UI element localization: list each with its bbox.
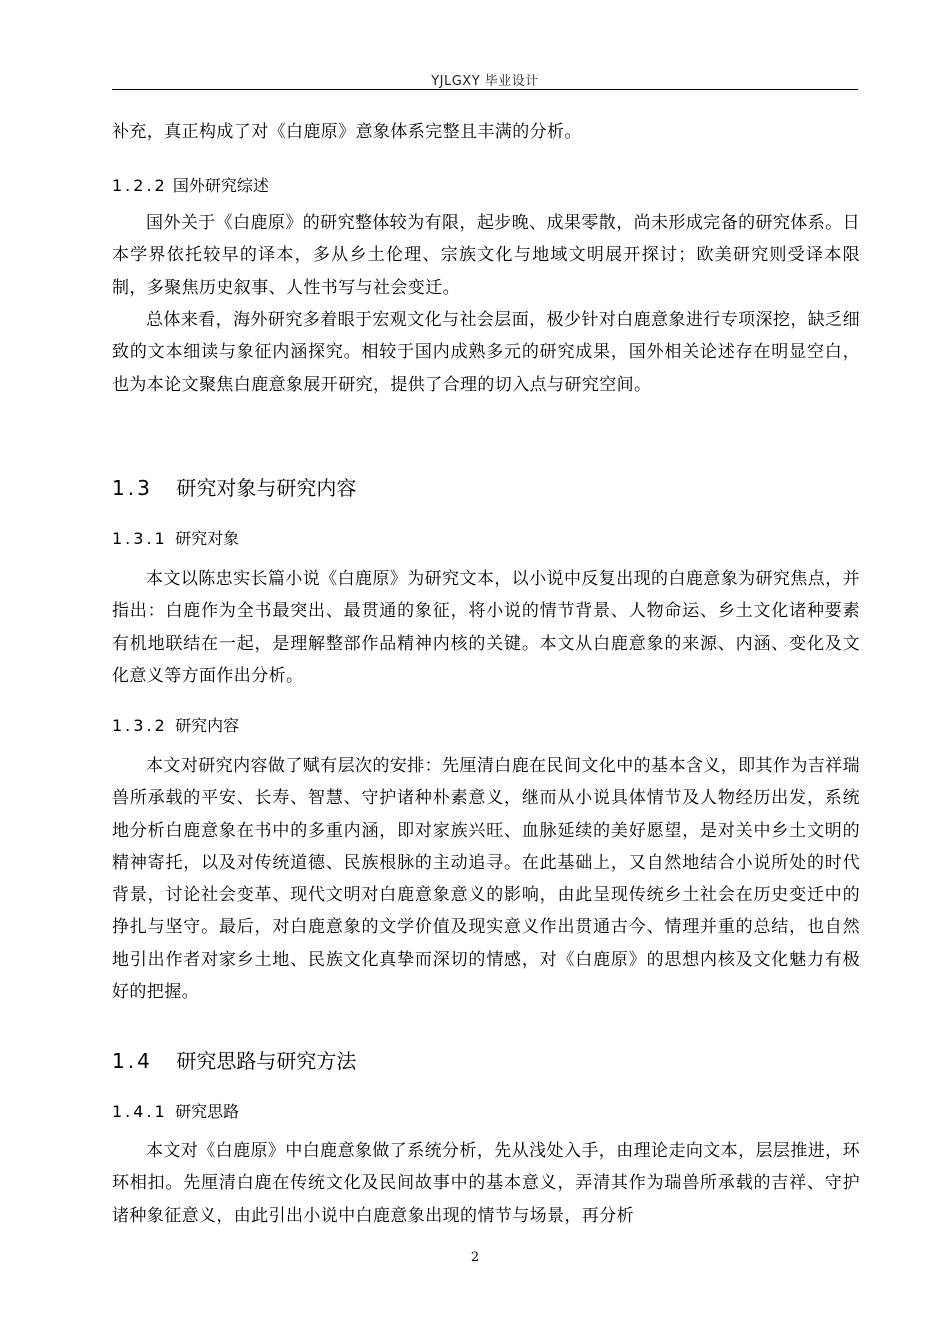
- heading-number: 1.4.1: [112, 1102, 168, 1121]
- heading-title: 研究对象: [175, 529, 240, 548]
- heading-title: 研究思路与研究方法: [176, 1049, 357, 1073]
- heading-1-4-1: [112, 1099, 239, 1122]
- paragraph-foreign-research-1: 国外关于《白鹿原》的研究整体较为有限，起步晚、成果零散，尚未形成完备的研究体系。日本学界依托较早的译本，多从乡土伦理、宗族文化与地域文明展开探讨；欧美研究则受译本限制，多聚焦历史叙事、人性书写与社会变迁。: [112, 213, 860, 298]
- heading-title: 研究内容: [175, 716, 240, 735]
- heading-number: 1.3.2: [112, 716, 168, 735]
- heading-1-2-2: [112, 173, 269, 196]
- page-header: YJLGXY 毕业设计: [431, 74, 539, 89]
- paragraph-research-object: 本文以陈忠实长篇小说《白鹿原》为研究文本，以小说中反复出现的白鹿意象为研究焦点，并指出：白鹿作为全书最突出、最贯通的象征，将小说的情节背景、人物命运、乡土文化诸种要素有机地联结在一起，是理解整部作品精神内核的关键。本文从白鹿意象的来源、内涵、变化及文化意义等方面作出分析。: [112, 569, 860, 686]
- heading-1-4: [112, 1045, 356, 1074]
- heading-title: 研究对象与研究内容: [176, 476, 357, 500]
- heading-number: 1.4: [112, 1049, 153, 1073]
- heading-number: 1.3: [112, 476, 153, 500]
- heading-1-3: [112, 472, 356, 501]
- page-number: 2: [470, 1250, 480, 1265]
- paragraph-research-approach: 本文对《白鹿原》中白鹿意象做了系统分析，先从浅处入手，由理论走向文本，层层推进，环环相扣。先厘清白鹿在传统文化及民间故事中的基本意义，弄清其作为瑞兽所承载的吉祥、守护诸种象征意义，由此引出小说中白鹿意象出现的情节与场景，再分析: [112, 1141, 860, 1226]
- heading-title: 国外研究综述: [172, 176, 269, 195]
- heading-1-3-1: [112, 526, 239, 549]
- paragraph-research-content: 本文对研究内容做了赋有层次的安排：先厘清白鹿在民间文化中的基本含义，即其作为吉祥瑞兽所承载的平安、长寿、智慧、守护诸种朴素意义，继而从小说具体情节及人物经历出发，系统地分析白鹿意象在书中的多重内涵，即对家族兴旺、血脉延续的美好愿望，是对关中乡土文明的精神寄托，以及对传统道德、民族根脉的主动追寻。在此基础上，又自然地结合小说所处的时代背景，讨论社会变革、现代文明对白鹿意象意义的影响，由此呈现传统乡土社会在历史变迁中的挣扎与坚守。最后，对白鹿意象的文学价值及现实意义作出贯通古今、情理并重的总结，也自然地引出作者对家乡土地、民族文化真挚而深切的情感，对《白鹿原》的思想内核及文化魅力有极好的把握。: [112, 756, 860, 1003]
- heading-number: 1.2.2: [112, 176, 168, 195]
- heading-number: 1.3.1: [112, 529, 168, 548]
- heading-1-3-2: [112, 713, 239, 736]
- heading-title: 研究思路: [175, 1102, 240, 1121]
- paragraph-continuation: 补充，真正构成了对《白鹿原》意象体系完整且丰满的分析。: [112, 122, 582, 142]
- paragraph-foreign-research-2: 总体来看，海外研究多着眼于宏观文化与社会层面，极少针对白鹿意象进行专项深挖，缺乏细致的文本细读与象征内涵探究。相较于国内成熟多元的研究成果，国外相关论述存在明显空白，也为本论文聚焦白鹿意象展开研究，提供了合理的切入点与研究空间。: [112, 310, 860, 395]
- header-rule: [112, 89, 858, 90]
